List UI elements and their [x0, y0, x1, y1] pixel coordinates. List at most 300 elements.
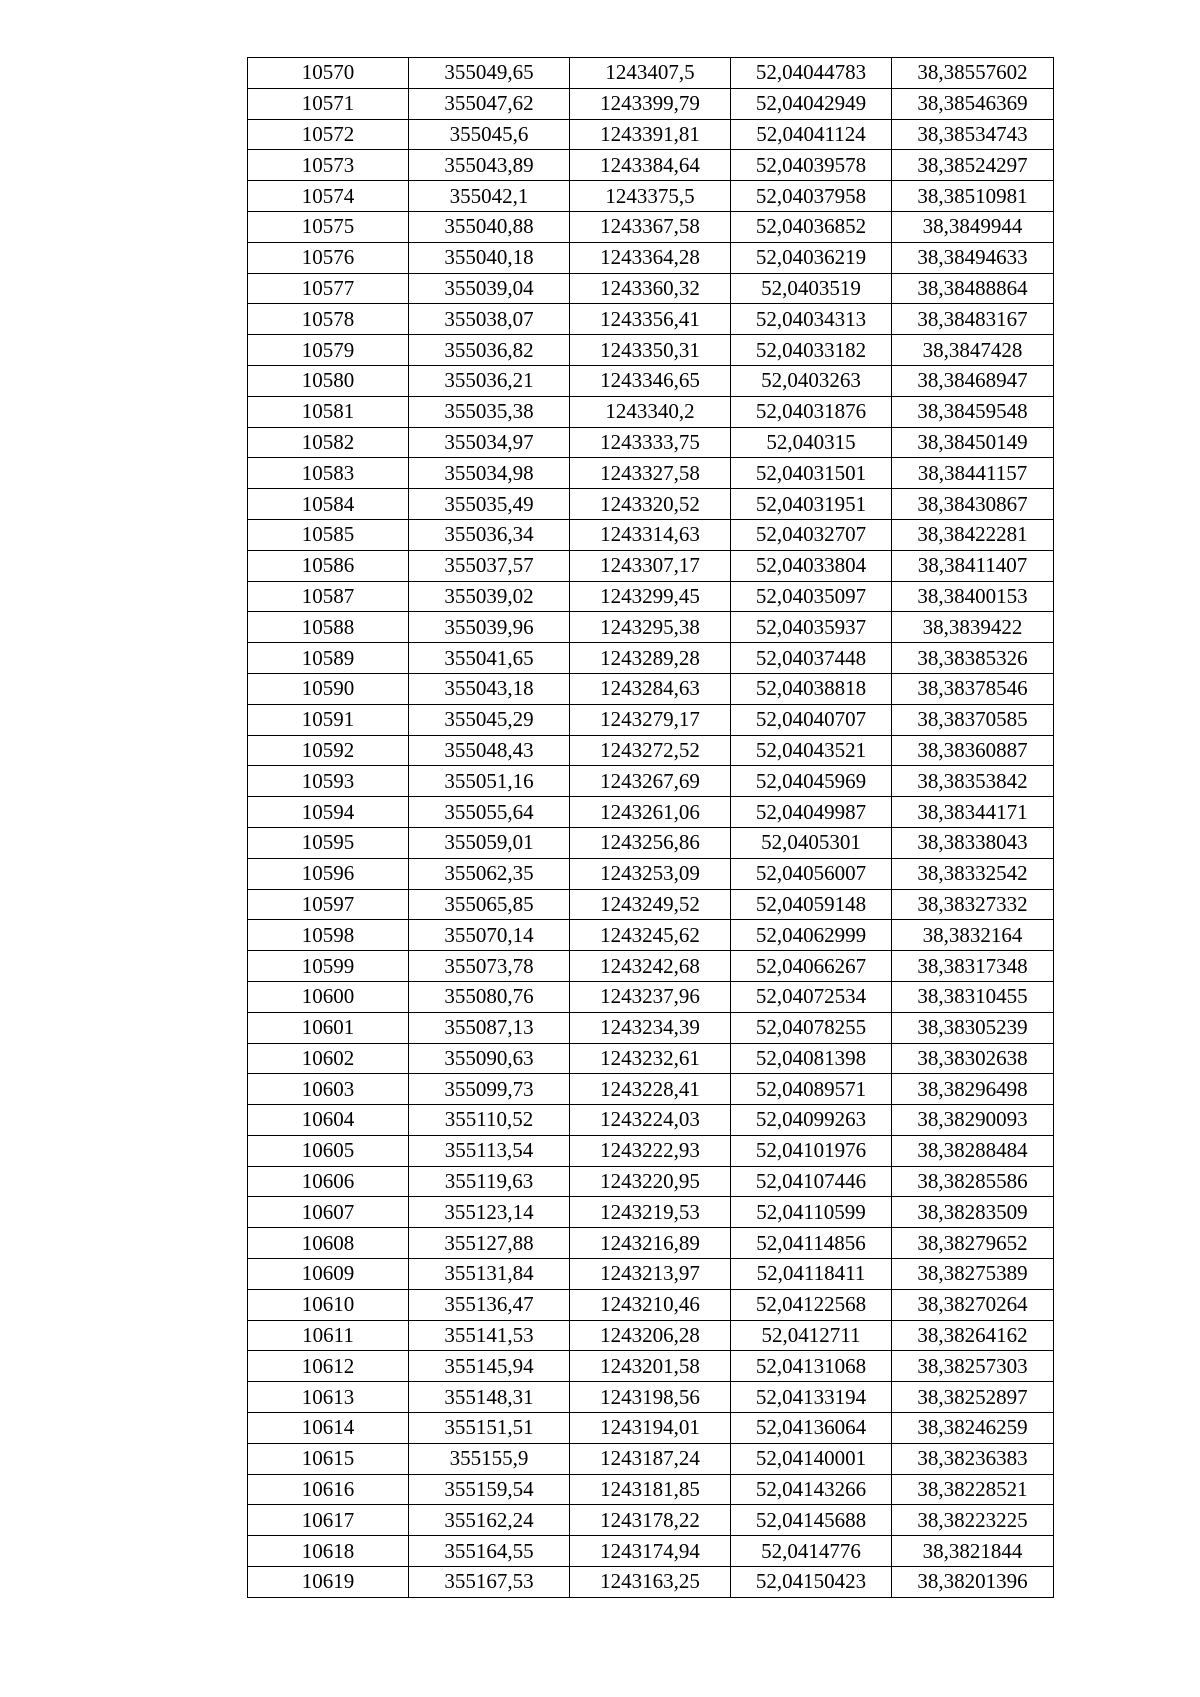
longitude-cell: 38,38450149: [892, 427, 1054, 458]
coordinates-table: [247, 57, 1054, 1598]
latitude-cell: 52,04032707: [731, 519, 892, 550]
x-coordinate-cell: 355159,54: [409, 1474, 570, 1505]
latitude-cell: 52,04035937: [731, 612, 892, 643]
y-coordinate-cell: 1243206,28: [570, 1320, 731, 1351]
y-coordinate-cell: 1243384,64: [570, 150, 731, 181]
longitude-cell: 38,38264162: [892, 1320, 1054, 1351]
y-coordinate-cell: 1243299,45: [570, 581, 731, 612]
x-coordinate-cell: 355043,89: [409, 150, 570, 181]
latitude-cell: 52,04089571: [731, 1074, 892, 1105]
longitude-cell: 38,38257303: [892, 1351, 1054, 1382]
longitude-cell: 38,38468947: [892, 365, 1054, 396]
longitude-cell: 38,38310455: [892, 981, 1054, 1012]
y-coordinate-cell: 1243284,63: [570, 673, 731, 704]
x-coordinate-cell: 355162,24: [409, 1505, 570, 1536]
y-coordinate-cell: 1243356,41: [570, 304, 731, 335]
x-coordinate-cell: 355035,49: [409, 489, 570, 520]
table-row: [248, 88, 1054, 119]
table-row: [248, 273, 1054, 304]
longitude-cell: 38,38270264: [892, 1289, 1054, 1320]
y-coordinate-cell: 1243224,03: [570, 1105, 731, 1136]
table-row: [248, 1413, 1054, 1444]
x-coordinate-cell: 355051,16: [409, 766, 570, 797]
x-coordinate-cell: 355127,88: [409, 1228, 570, 1259]
latitude-cell: 52,04101976: [731, 1135, 892, 1166]
table-row: [248, 612, 1054, 643]
latitude-cell: 52,04150423: [731, 1567, 892, 1598]
latitude-cell: 52,0412711: [731, 1320, 892, 1351]
longitude-cell: 38,38557602: [892, 58, 1054, 89]
table-row: [248, 1289, 1054, 1320]
latitude-cell: 52,04041124: [731, 119, 892, 150]
table-row: [248, 1228, 1054, 1259]
x-coordinate-cell: 355040,18: [409, 242, 570, 273]
y-coordinate-cell: 1243249,52: [570, 889, 731, 920]
point-number-cell: 10617: [248, 1505, 409, 1536]
latitude-cell: 52,04045969: [731, 766, 892, 797]
y-coordinate-cell: 1243279,17: [570, 704, 731, 735]
latitude-cell: 52,04035097: [731, 581, 892, 612]
point-number-cell: 10604: [248, 1105, 409, 1136]
table-row: [248, 735, 1054, 766]
latitude-cell: 52,04034313: [731, 304, 892, 335]
latitude-cell: 52,04078255: [731, 1012, 892, 1043]
x-coordinate-cell: 355145,94: [409, 1351, 570, 1382]
point-number-cell: 10603: [248, 1074, 409, 1105]
point-number-cell: 10613: [248, 1382, 409, 1413]
longitude-cell: 38,38285586: [892, 1166, 1054, 1197]
latitude-cell: 52,04043521: [731, 735, 892, 766]
point-number-cell: 10575: [248, 211, 409, 242]
point-number-cell: 10615: [248, 1443, 409, 1474]
longitude-cell: 38,38288484: [892, 1135, 1054, 1166]
point-number-cell: 10612: [248, 1351, 409, 1382]
latitude-cell: 52,04036219: [731, 242, 892, 273]
table-row: [248, 1351, 1054, 1382]
table-row: [248, 242, 1054, 273]
x-coordinate-cell: 355045,29: [409, 704, 570, 735]
table-row: [248, 519, 1054, 550]
x-coordinate-cell: 355036,82: [409, 335, 570, 366]
x-coordinate-cell: 355148,31: [409, 1382, 570, 1413]
point-number-cell: 10618: [248, 1536, 409, 1567]
x-coordinate-cell: 355042,1: [409, 181, 570, 212]
y-coordinate-cell: 1243272,52: [570, 735, 731, 766]
x-coordinate-cell: 355045,6: [409, 119, 570, 150]
latitude-cell: 52,0403519: [731, 273, 892, 304]
table-row: [248, 766, 1054, 797]
table-row: [248, 365, 1054, 396]
latitude-cell: 52,04062999: [731, 920, 892, 951]
x-coordinate-cell: 355099,73: [409, 1074, 570, 1105]
longitude-cell: 38,38378546: [892, 673, 1054, 704]
table-row: [248, 1536, 1054, 1567]
x-coordinate-cell: 355047,62: [409, 88, 570, 119]
longitude-cell: 38,38290093: [892, 1105, 1054, 1136]
longitude-cell: 38,38275389: [892, 1259, 1054, 1290]
point-number-cell: 10571: [248, 88, 409, 119]
point-number-cell: 10587: [248, 581, 409, 612]
point-number-cell: 10583: [248, 458, 409, 489]
latitude-cell: 52,04037448: [731, 643, 892, 674]
table-row: [248, 889, 1054, 920]
point-number-cell: 10588: [248, 612, 409, 643]
y-coordinate-cell: 1243295,38: [570, 612, 731, 643]
longitude-cell: 38,38296498: [892, 1074, 1054, 1105]
y-coordinate-cell: 1243213,97: [570, 1259, 731, 1290]
point-number-cell: 10581: [248, 396, 409, 427]
longitude-cell: 38,38441157: [892, 458, 1054, 489]
x-coordinate-cell: 355059,01: [409, 827, 570, 858]
table-row: [248, 797, 1054, 828]
x-coordinate-cell: 355167,53: [409, 1567, 570, 1598]
y-coordinate-cell: 1243163,25: [570, 1567, 731, 1598]
latitude-cell: 52,04039578: [731, 150, 892, 181]
x-coordinate-cell: 355034,97: [409, 427, 570, 458]
longitude-cell: 38,3821844: [892, 1536, 1054, 1567]
longitude-cell: 38,38483167: [892, 304, 1054, 335]
x-coordinate-cell: 355090,63: [409, 1043, 570, 1074]
x-coordinate-cell: 355155,9: [409, 1443, 570, 1474]
point-number-cell: 10605: [248, 1135, 409, 1166]
longitude-cell: 38,38546369: [892, 88, 1054, 119]
latitude-cell: 52,04036852: [731, 211, 892, 242]
longitude-cell: 38,38305239: [892, 1012, 1054, 1043]
y-coordinate-cell: 1243391,81: [570, 119, 731, 150]
latitude-cell: 52,0403263: [731, 365, 892, 396]
table-row: [248, 981, 1054, 1012]
table-row: [248, 119, 1054, 150]
longitude-cell: 38,38370585: [892, 704, 1054, 735]
point-number-cell: 10579: [248, 335, 409, 366]
table-row: [248, 1320, 1054, 1351]
point-number-cell: 10582: [248, 427, 409, 458]
y-coordinate-cell: 1243350,31: [570, 335, 731, 366]
longitude-cell: 38,38459548: [892, 396, 1054, 427]
latitude-cell: 52,04056007: [731, 858, 892, 889]
table-row: [248, 1166, 1054, 1197]
longitude-cell: 38,38534743: [892, 119, 1054, 150]
point-number-cell: 10594: [248, 797, 409, 828]
point-number-cell: 10577: [248, 273, 409, 304]
y-coordinate-cell: 1243346,65: [570, 365, 731, 396]
point-number-cell: 10570: [248, 58, 409, 89]
y-coordinate-cell: 1243253,09: [570, 858, 731, 889]
x-coordinate-cell: 355048,43: [409, 735, 570, 766]
x-coordinate-cell: 355151,51: [409, 1413, 570, 1444]
point-number-cell: 10599: [248, 951, 409, 982]
latitude-cell: 52,040315: [731, 427, 892, 458]
x-coordinate-cell: 355036,34: [409, 519, 570, 550]
longitude-cell: 38,38510981: [892, 181, 1054, 212]
table-row: [248, 704, 1054, 735]
point-number-cell: 10591: [248, 704, 409, 735]
latitude-cell: 52,04049987: [731, 797, 892, 828]
point-number-cell: 10610: [248, 1289, 409, 1320]
point-number-cell: 10585: [248, 519, 409, 550]
point-number-cell: 10578: [248, 304, 409, 335]
longitude-cell: 38,38279652: [892, 1228, 1054, 1259]
y-coordinate-cell: 1243364,28: [570, 242, 731, 273]
y-coordinate-cell: 1243360,32: [570, 273, 731, 304]
latitude-cell: 52,04110599: [731, 1197, 892, 1228]
table-row: [248, 150, 1054, 181]
longitude-cell: 38,38332542: [892, 858, 1054, 889]
point-number-cell: 10573: [248, 150, 409, 181]
x-coordinate-cell: 355065,85: [409, 889, 570, 920]
longitude-cell: 38,38236383: [892, 1443, 1054, 1474]
point-number-cell: 10576: [248, 242, 409, 273]
longitude-cell: 38,38488864: [892, 273, 1054, 304]
x-coordinate-cell: 355080,76: [409, 981, 570, 1012]
y-coordinate-cell: 1243242,68: [570, 951, 731, 982]
table-row: [248, 1012, 1054, 1043]
point-number-cell: 10607: [248, 1197, 409, 1228]
longitude-cell: 38,38353842: [892, 766, 1054, 797]
y-coordinate-cell: 1243333,75: [570, 427, 731, 458]
latitude-cell: 52,04044783: [731, 58, 892, 89]
y-coordinate-cell: 1243232,61: [570, 1043, 731, 1074]
x-coordinate-cell: 355087,13: [409, 1012, 570, 1043]
latitude-cell: 52,04122568: [731, 1289, 892, 1320]
y-coordinate-cell: 1243201,58: [570, 1351, 731, 1382]
latitude-cell: 52,0414776: [731, 1536, 892, 1567]
latitude-cell: 52,04038818: [731, 673, 892, 704]
y-coordinate-cell: 1243198,56: [570, 1382, 731, 1413]
longitude-cell: 38,38344171: [892, 797, 1054, 828]
x-coordinate-cell: 355039,96: [409, 612, 570, 643]
x-coordinate-cell: 355041,65: [409, 643, 570, 674]
longitude-cell: 38,38430867: [892, 489, 1054, 520]
table-row: [248, 458, 1054, 489]
latitude-cell: 52,04081398: [731, 1043, 892, 1074]
x-coordinate-cell: 355037,57: [409, 550, 570, 581]
table-row: [248, 1197, 1054, 1228]
y-coordinate-cell: 1243320,52: [570, 489, 731, 520]
point-number-cell: 10584: [248, 489, 409, 520]
longitude-cell: 38,3832164: [892, 920, 1054, 951]
table-row: [248, 1474, 1054, 1505]
latitude-cell: 52,04145688: [731, 1505, 892, 1536]
table-row: [248, 827, 1054, 858]
y-coordinate-cell: 1243219,53: [570, 1197, 731, 1228]
table-row: [248, 1135, 1054, 1166]
latitude-cell: 52,04059148: [731, 889, 892, 920]
x-coordinate-cell: 355131,84: [409, 1259, 570, 1290]
table-row: [248, 1043, 1054, 1074]
latitude-cell: 52,04131068: [731, 1351, 892, 1382]
point-number-cell: 10609: [248, 1259, 409, 1290]
x-coordinate-cell: 355043,18: [409, 673, 570, 704]
table-row: [248, 643, 1054, 674]
y-coordinate-cell: 1243187,24: [570, 1443, 731, 1474]
point-number-cell: 10598: [248, 920, 409, 951]
y-coordinate-cell: 1243222,93: [570, 1135, 731, 1166]
x-coordinate-cell: 355038,07: [409, 304, 570, 335]
longitude-cell: 38,38327332: [892, 889, 1054, 920]
x-coordinate-cell: 355035,38: [409, 396, 570, 427]
latitude-cell: 52,04031876: [731, 396, 892, 427]
x-coordinate-cell: 355055,64: [409, 797, 570, 828]
coordinates-table-body: [248, 58, 1054, 1598]
latitude-cell: 52,04107446: [731, 1166, 892, 1197]
y-coordinate-cell: 1243367,58: [570, 211, 731, 242]
table-row: [248, 396, 1054, 427]
x-coordinate-cell: 355113,54: [409, 1135, 570, 1166]
y-coordinate-cell: 1243399,79: [570, 88, 731, 119]
latitude-cell: 52,04140001: [731, 1443, 892, 1474]
latitude-cell: 52,04072534: [731, 981, 892, 1012]
point-number-cell: 10600: [248, 981, 409, 1012]
latitude-cell: 52,04066267: [731, 951, 892, 982]
point-number-cell: 10597: [248, 889, 409, 920]
x-coordinate-cell: 355040,88: [409, 211, 570, 242]
table-row: [248, 304, 1054, 335]
x-coordinate-cell: 355110,52: [409, 1105, 570, 1136]
y-coordinate-cell: 1243245,62: [570, 920, 731, 951]
table-row: [248, 673, 1054, 704]
longitude-cell: 38,3849944: [892, 211, 1054, 242]
latitude-cell: 52,0405301: [731, 827, 892, 858]
longitude-cell: 38,38223225: [892, 1505, 1054, 1536]
longitude-cell: 38,38246259: [892, 1413, 1054, 1444]
table-row: [248, 489, 1054, 520]
latitude-cell: 52,04118411: [731, 1259, 892, 1290]
point-number-cell: 10572: [248, 119, 409, 150]
table-row: [248, 1443, 1054, 1474]
table-row: [248, 181, 1054, 212]
y-coordinate-cell: 1243256,86: [570, 827, 731, 858]
table-row: [248, 1105, 1054, 1136]
y-coordinate-cell: 1243375,5: [570, 181, 731, 212]
longitude-cell: 38,38494633: [892, 242, 1054, 273]
y-coordinate-cell: 1243220,95: [570, 1166, 731, 1197]
x-coordinate-cell: 355136,47: [409, 1289, 570, 1320]
longitude-cell: 38,38338043: [892, 827, 1054, 858]
latitude-cell: 52,04040707: [731, 704, 892, 735]
longitude-cell: 38,38317348: [892, 951, 1054, 982]
x-coordinate-cell: 355164,55: [409, 1536, 570, 1567]
latitude-cell: 52,04133194: [731, 1382, 892, 1413]
x-coordinate-cell: 355141,53: [409, 1320, 570, 1351]
longitude-cell: 38,38400153: [892, 581, 1054, 612]
point-number-cell: 10590: [248, 673, 409, 704]
latitude-cell: 52,04143266: [731, 1474, 892, 1505]
y-coordinate-cell: 1243181,85: [570, 1474, 731, 1505]
y-coordinate-cell: 1243237,96: [570, 981, 731, 1012]
point-number-cell: 10596: [248, 858, 409, 889]
y-coordinate-cell: 1243307,17: [570, 550, 731, 581]
y-coordinate-cell: 1243228,41: [570, 1074, 731, 1105]
y-coordinate-cell: 1243267,69: [570, 766, 731, 797]
x-coordinate-cell: 355070,14: [409, 920, 570, 951]
longitude-cell: 38,38252897: [892, 1382, 1054, 1413]
y-coordinate-cell: 1243289,28: [570, 643, 731, 674]
y-coordinate-cell: 1243340,2: [570, 396, 731, 427]
y-coordinate-cell: 1243314,63: [570, 519, 731, 550]
point-number-cell: 10606: [248, 1166, 409, 1197]
point-number-cell: 10619: [248, 1567, 409, 1598]
y-coordinate-cell: 1243234,39: [570, 1012, 731, 1043]
table-row: [248, 581, 1054, 612]
point-number-cell: 10580: [248, 365, 409, 396]
table-row: [248, 858, 1054, 889]
y-coordinate-cell: 1243216,89: [570, 1228, 731, 1259]
table-row: [248, 427, 1054, 458]
x-coordinate-cell: 355039,02: [409, 581, 570, 612]
point-number-cell: 10616: [248, 1474, 409, 1505]
point-number-cell: 10574: [248, 181, 409, 212]
x-coordinate-cell: 355039,04: [409, 273, 570, 304]
table-row: [248, 1259, 1054, 1290]
longitude-cell: 38,38201396: [892, 1567, 1054, 1598]
point-number-cell: 10601: [248, 1012, 409, 1043]
y-coordinate-cell: 1243327,58: [570, 458, 731, 489]
longitude-cell: 38,38524297: [892, 150, 1054, 181]
latitude-cell: 52,04031501: [731, 458, 892, 489]
point-number-cell: 10608: [248, 1228, 409, 1259]
x-coordinate-cell: 355034,98: [409, 458, 570, 489]
point-number-cell: 10614: [248, 1413, 409, 1444]
y-coordinate-cell: 1243178,22: [570, 1505, 731, 1536]
latitude-cell: 52,04031951: [731, 489, 892, 520]
longitude-cell: 38,3839422: [892, 612, 1054, 643]
x-coordinate-cell: 355119,63: [409, 1166, 570, 1197]
table-row: [248, 1074, 1054, 1105]
point-number-cell: 10611: [248, 1320, 409, 1351]
point-number-cell: 10589: [248, 643, 409, 674]
y-coordinate-cell: 1243261,06: [570, 797, 731, 828]
longitude-cell: 38,38283509: [892, 1197, 1054, 1228]
point-number-cell: 10586: [248, 550, 409, 581]
longitude-cell: 38,38302638: [892, 1043, 1054, 1074]
y-coordinate-cell: 1243407,5: [570, 58, 731, 89]
latitude-cell: 52,04114856: [731, 1228, 892, 1259]
longitude-cell: 38,38228521: [892, 1474, 1054, 1505]
x-coordinate-cell: 355036,21: [409, 365, 570, 396]
latitude-cell: 52,04037958: [731, 181, 892, 212]
table-row: [248, 550, 1054, 581]
x-coordinate-cell: 355123,14: [409, 1197, 570, 1228]
point-number-cell: 10602: [248, 1043, 409, 1074]
table-row: [248, 1505, 1054, 1536]
y-coordinate-cell: 1243194,01: [570, 1413, 731, 1444]
longitude-cell: 38,38360887: [892, 735, 1054, 766]
x-coordinate-cell: 355049,65: [409, 58, 570, 89]
y-coordinate-cell: 1243210,46: [570, 1289, 731, 1320]
longitude-cell: 38,38422281: [892, 519, 1054, 550]
table-row: [248, 211, 1054, 242]
latitude-cell: 52,04033804: [731, 550, 892, 581]
table-row: [248, 1567, 1054, 1598]
table-row: [248, 335, 1054, 366]
table-row: [248, 1382, 1054, 1413]
point-number-cell: 10595: [248, 827, 409, 858]
point-number-cell: 10592: [248, 735, 409, 766]
x-coordinate-cell: 355073,78: [409, 951, 570, 982]
point-number-cell: 10593: [248, 766, 409, 797]
latitude-cell: 52,04042949: [731, 88, 892, 119]
table-row: [248, 58, 1054, 89]
y-coordinate-cell: 1243174,94: [570, 1536, 731, 1567]
x-coordinate-cell: 355062,35: [409, 858, 570, 889]
longitude-cell: 38,3847428: [892, 335, 1054, 366]
table-row: [248, 951, 1054, 982]
longitude-cell: 38,38411407: [892, 550, 1054, 581]
longitude-cell: 38,38385326: [892, 643, 1054, 674]
latitude-cell: 52,04099263: [731, 1105, 892, 1136]
table-row: [248, 920, 1054, 951]
